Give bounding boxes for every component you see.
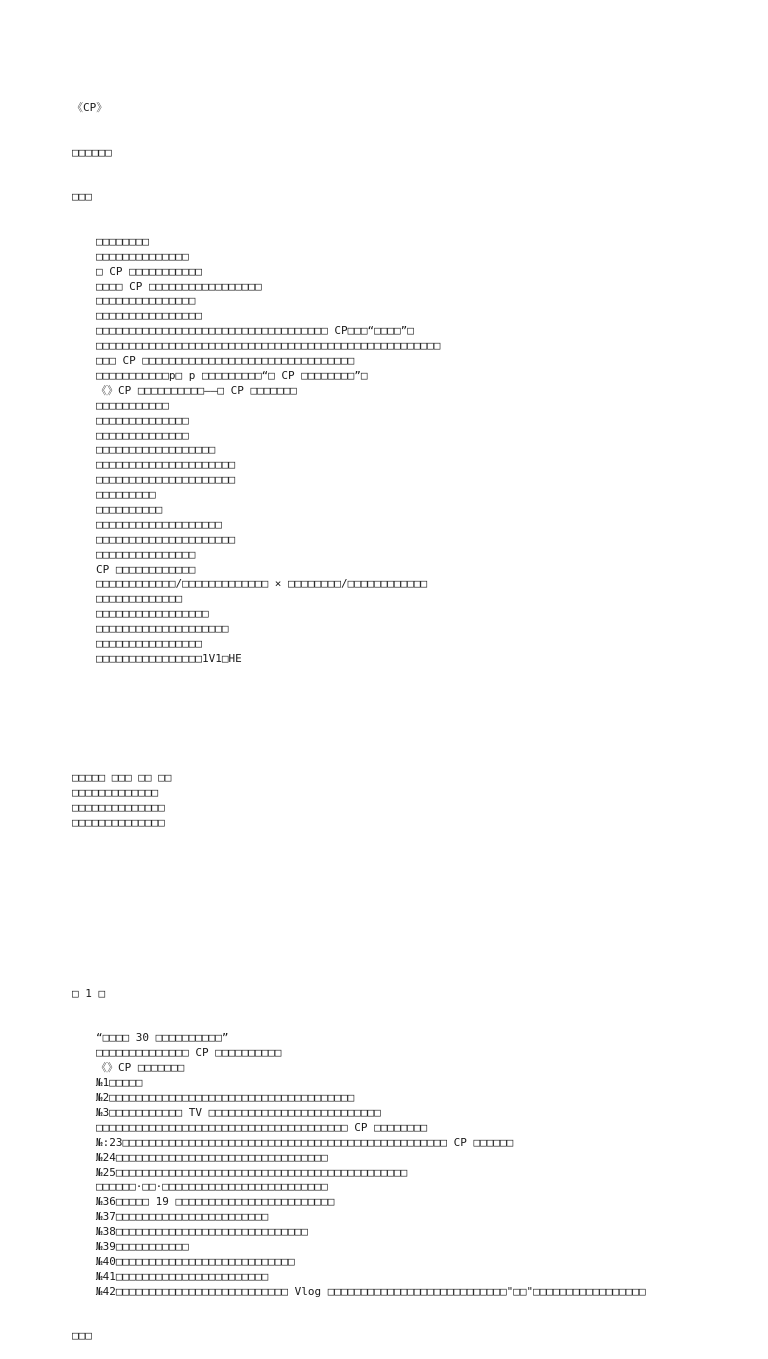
list-item: □□□□□□□□□□□□□□ <box>96 249 189 263</box>
section-c-list <box>72 1031 752 1299</box>
document-footer-text: □□□ <box>72 1329 92 1343</box>
list-item: □□□□□□□□□□ <box>96 502 163 516</box>
list-item: □□□□□□□□ <box>96 234 149 248</box>
list-item: □□□□□□□□□□□□□□□□□□□□ <box>96 622 229 636</box>
list-item: №3□□□□□□□□□□□ TV □□□□□□□□□□□□□□□□□□□□□□□□□□ <box>96 1105 381 1119</box>
list-item: □□□□□□□□□□□□□□□□□□□□□□□□□□□□□□□□□□□□□□ CP □□□□□□□□ <box>96 1120 428 1134</box>
list-item: □□□□□□□□□□□□□□□ <box>96 547 196 561</box>
list-item: №38□□□□□□□□□□□□□□□□□□□□□□□□□□□□□ <box>96 1225 308 1239</box>
list-item: □□□□□□·□□·□□□□□□□□□□□□□□□□□□□□□□□□□ <box>96 1180 328 1194</box>
list-item: №39□□□□□□□□□□□ <box>96 1239 189 1253</box>
list-item: □□□□□□□□□□□□□□□□ <box>96 309 202 323</box>
list-item: №37□□□□□□□□□□□□□□□□□□□□□□□ <box>96 1210 269 1224</box>
document-subtitle: □□□□□□ <box>72 145 112 159</box>
list-item: □□□□ CP □□□□□□□□□□□□□□□□□ <box>96 279 262 293</box>
list-item: №36□□□□□ 19 □□□□□□□□□□□□□□□□□□□□□□□□ <box>96 1195 335 1209</box>
list-item: №40□□□□□□□□□□□□□□□□□□□□□□□□□□□ <box>96 1254 295 1268</box>
list-item: □□□□□□□□□□□□□□□□□□ <box>96 443 216 457</box>
list-item: □□□□□□□□□□□□□□□□□ <box>96 607 209 621</box>
list-item: “□□□□ 30 □□□□□□□□□□” <box>96 1031 229 1045</box>
text-line: □□□□□ □□□ □□ □□ <box>72 771 172 785</box>
list-item: №2□□□□□□□□□□□□□□□□□□□□□□□□□□□□□□□□□□□□□ <box>96 1091 355 1105</box>
list-item: □□□□□□□□□□□ <box>96 398 169 412</box>
section-heading: □□□ <box>72 190 92 204</box>
list-item: □□□□□□□□□□□□□□□□□□□□□□□□□□□□□□□□□□□ CP□□□“□□□□”□ <box>96 324 414 338</box>
list-item: □□□□□□□□□□□□□ <box>96 592 183 606</box>
list-item: □□□□□□□□□□□□□□□□□□□□□ <box>96 473 236 487</box>
list-item: □□□□□□□□□□□□□□ <box>96 428 189 442</box>
document-title: 《CP》 <box>72 100 108 114</box>
list-item: №:23□□□□□□□□□□□□□□□□□□□□□□□□□□□□□□□□□□□□□□□□□□□□□□□□□ CP □□□□□□ <box>96 1135 514 1149</box>
list-item: №1□□□□□ <box>96 1076 143 1090</box>
chapter-heading: □ 1 □ <box>72 986 106 1000</box>
list-item: CP □□□□□□□□□□□□ <box>96 562 196 576</box>
list-item: □□□□□□□□□ <box>96 488 156 502</box>
list-item: □□□□□□□□□□□□□□□□1V1□HE <box>96 651 242 665</box>
list-item: □□□□□□□□□□□□□□□□□□□ <box>96 517 222 531</box>
list-item: □□□ CP □□□□□□□□□□□□□□□□□□□□□□□□□□□□□□□□ <box>96 354 355 368</box>
spacer <box>72 711 752 726</box>
section-a-list <box>72 235 752 667</box>
list-item: □□□□□□□□□□□□□□ CP □□□□□□□□□□ <box>96 1046 282 1060</box>
text-line: □□□□□□□□□□□□□□ <box>72 815 165 829</box>
list-item: □□□□□□□□□□□□/□□□□□□□□□□□□□ × □□□□□□□□/□□□□□□□□□□□□ <box>96 577 428 591</box>
text-line: □□□□□□□□□□□□□□ <box>72 800 165 814</box>
list-item: 《》CP □□□□□□□□□□——□ CP □□□□□□□ <box>96 383 297 397</box>
spacer <box>72 875 752 890</box>
list-item: □□□□□□□□□□□□□□□□□□□□□ <box>96 532 236 546</box>
list-item: №25□□□□□□□□□□□□□□□□□□□□□□□□□□□□□□□□□□□□□□□□□□□□ <box>96 1165 408 1179</box>
list-item: □□□□□□□□□□□□□□□□□□□□□□□□□□□□□□□□□□□□□□□□□□□□□□□□□□□□ <box>96 339 441 353</box>
list-item: □□□□□□□□□□□p□ p □□□□□□□□□“□ CP □□□□□□□□”□ <box>96 368 368 382</box>
list-item: □ CP □□□□□□□□□□□ <box>96 264 202 278</box>
spacer <box>72 920 752 942</box>
list-item: □□□□□□□□□□□□□□□□ <box>96 636 202 650</box>
list-item: №42□□□□□□□□□□□□□□□□□□□□□□□□□□ Vlog □□□□□□□□□□□□□□□□□□□□□□□□□□□"□□"□□□□□□□□□□□□□□□□□ <box>96 1284 646 1298</box>
list-item: №41□□□□□□□□□□□□□□□□□□□□□□□ <box>96 1269 269 1283</box>
list-item: №24□□□□□□□□□□□□□□□□□□□□□□□□□□□□□□□□ <box>96 1150 328 1164</box>
list-item: □□□□□□□□□□□□□□ <box>96 413 189 427</box>
section-b-block <box>72 771 752 831</box>
document-body <box>72 71 752 1359</box>
list-item: □□□□□□□□□□□□□□□□□□□□□ <box>96 458 236 472</box>
list-item: 《》CP □□□□□□□ <box>96 1061 185 1075</box>
text-line: □□□□□□□□□□□□□ <box>72 785 159 799</box>
list-item: □□□□□□□□□□□□□□□ <box>96 294 196 308</box>
